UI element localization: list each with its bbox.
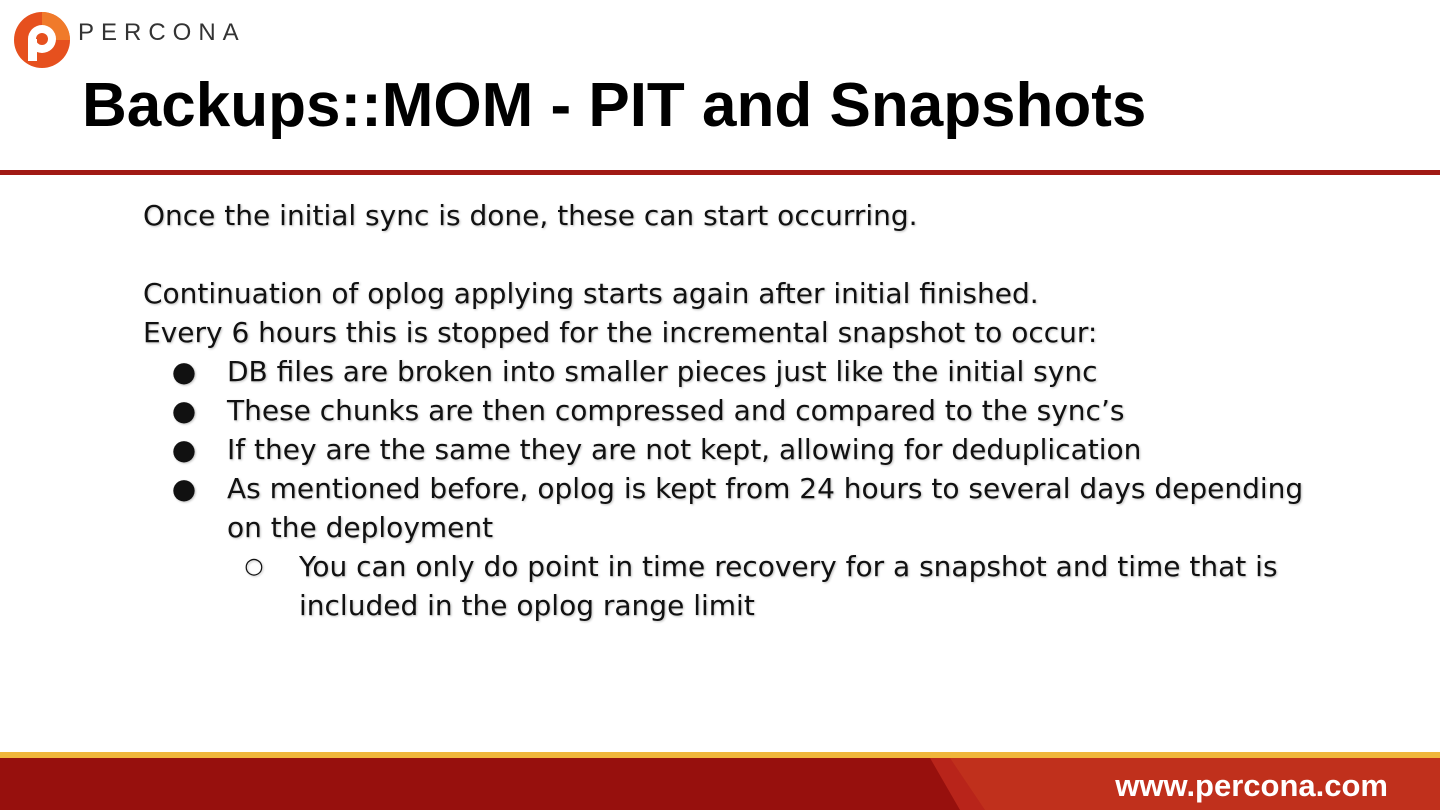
list-item-text: If they are the same they are not kept, allowing for deduplication <box>227 433 1142 466</box>
slide-body <box>143 196 1343 625</box>
sub-bullet-list <box>143 547 1343 625</box>
footer-bar <box>0 758 1440 810</box>
percona-logo <box>14 12 246 68</box>
logo-wordmark: PERCONA <box>78 19 246 46</box>
spacer <box>143 235 1343 274</box>
hollow-bullet-icon: ○ <box>244 554 264 579</box>
list-item <box>143 352 1343 391</box>
paragraph-oplog: Continuation of oplog applying starts again after initial finished. <box>143 277 1039 310</box>
slide-title: Backups::MOM - PIT and Snapshots <box>82 71 1147 140</box>
title-divider <box>0 170 1440 175</box>
list-item-text: DB files are broken into smaller pieces just like the initial sync <box>227 355 1098 388</box>
footer-website-link[interactable]: www.percona.com <box>1115 768 1388 803</box>
sub-list-item-text: You can only do point in time recovery for a snapshot and time that is included in the oplog range limit <box>299 550 1278 622</box>
paragraph-snapshot: Every 6 hours this is stopped for the incremental snapshot to occur: <box>143 316 1098 349</box>
list-item <box>143 391 1343 430</box>
list-item-text: As mentioned before, oplog is kept from 24 hours to several days depending on the deployment <box>227 472 1304 544</box>
bullet-icon: ● <box>171 394 197 427</box>
sub-list-item <box>143 547 1343 625</box>
percona-logo-icon <box>14 12 70 68</box>
bullet-icon: ● <box>171 472 197 505</box>
bullet-icon: ● <box>171 355 197 388</box>
list-item <box>143 430 1343 469</box>
list-item <box>143 469 1343 547</box>
list-item-text: These chunks are then compressed and compared to the sync’s <box>227 394 1125 427</box>
intro-text: Once the initial sync is done, these can start occurring. <box>143 199 918 232</box>
bullet-icon: ● <box>171 433 197 466</box>
bullet-list <box>143 352 1343 547</box>
